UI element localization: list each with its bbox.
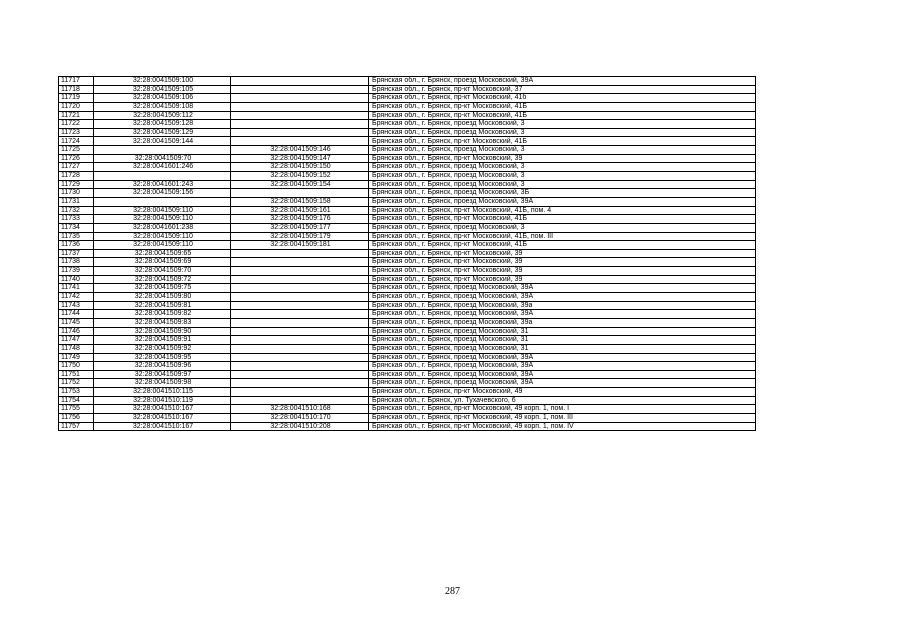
address-cell: Брянская обл., г. Брянск, пр-кт Московский, 41Б, пом. 4: [369, 206, 756, 215]
table-row: [59, 146, 756, 155]
table-row: [59, 284, 756, 293]
address-cell: Брянская обл., г. Брянск, пр-кт Московский, 39: [369, 267, 756, 276]
cadastral-number-cell: 32:28:0041509:106: [94, 94, 231, 103]
row-number-cell: 11731: [59, 197, 94, 206]
linked-cadastral-number-cell: [231, 370, 369, 379]
row-number-cell: 11725: [59, 146, 94, 155]
row-number-cell: 11740: [59, 275, 94, 284]
row-number-cell: 11735: [59, 232, 94, 241]
linked-cadastral-number-cell: [231, 249, 369, 258]
address-cell: Брянская обл., г. Брянск, ул. Тухачевского, 6: [369, 396, 756, 405]
row-number-cell: 11724: [59, 137, 94, 146]
table-row: [59, 111, 756, 120]
cadastral-number-cell: 32:28:0041509:156: [94, 189, 231, 198]
row-number-cell: 11726: [59, 154, 94, 163]
cadastral-number-cell: 32:28:0041509:81: [94, 301, 231, 310]
linked-cadastral-number-cell: [231, 388, 369, 397]
linked-cadastral-number-cell: [231, 318, 369, 327]
row-number-cell: 11728: [59, 172, 94, 181]
cadastral-number-cell: 32:28:0041509:82: [94, 310, 231, 319]
table-row: [59, 249, 756, 258]
row-number-cell: 11756: [59, 413, 94, 422]
cadastral-number-cell: 32:28:0041510:167: [94, 413, 231, 422]
cadastral-number-cell: 32:28:0041509:110: [94, 215, 231, 224]
linked-cadastral-number-cell: [231, 120, 369, 129]
linked-cadastral-number-cell: [231, 344, 369, 353]
linked-cadastral-number-cell: 32:28:0041509:181: [231, 241, 369, 250]
cadastral-number-cell: 32:28:0041509:144: [94, 137, 231, 146]
page-number: 287: [445, 586, 460, 597]
table-row: [59, 258, 756, 267]
linked-cadastral-number-cell: 32:28:0041509:177: [231, 223, 369, 232]
row-number-cell: 11730: [59, 189, 94, 198]
linked-cadastral-number-cell: 32:28:0041509:147: [231, 154, 369, 163]
table-row: [59, 223, 756, 232]
cadastral-number-cell: 32:28:0041509:100: [94, 77, 231, 86]
address-cell: Брянская обл., г. Брянск, проезд Московский, 3: [369, 120, 756, 129]
row-number-cell: 11722: [59, 120, 94, 129]
table-row: [59, 154, 756, 163]
table-row: [59, 422, 756, 431]
address-cell: Брянская обл., г. Брянск, пр-кт Московский, 41Б, пом. III: [369, 232, 756, 241]
table-row: [59, 405, 756, 414]
row-number-cell: 11736: [59, 241, 94, 250]
row-number-cell: 11729: [59, 180, 94, 189]
linked-cadastral-number-cell: 32:28:0041509:146: [231, 146, 369, 155]
address-cell: Брянская обл., г. Брянск, проезд Московский, 39А: [369, 370, 756, 379]
row-number-cell: 11753: [59, 388, 94, 397]
table-row: [59, 232, 756, 241]
linked-cadastral-number-cell: [231, 102, 369, 111]
linked-cadastral-number-cell: [231, 128, 369, 137]
row-number-cell: 11719: [59, 94, 94, 103]
row-number-cell: 11746: [59, 327, 94, 336]
cadastral-number-cell: 32:28:0041509:128: [94, 120, 231, 129]
table-row: [59, 336, 756, 345]
address-cell: Брянская обл., г. Брянск, проезд Московский, 3: [369, 223, 756, 232]
address-cell: Брянская обл., г. Брянск, пр-кт Московский, 41Б: [369, 137, 756, 146]
cadastral-number-cell: 32:28:0041509:70: [94, 154, 231, 163]
address-cell: Брянская обл., г. Брянск, проезд Московский, 3Б: [369, 189, 756, 198]
address-cell: Брянская обл., г. Брянск, пр-кт Московский, 41б: [369, 94, 756, 103]
cadastral-number-cell: 32:28:0041601:238: [94, 223, 231, 232]
table-row: [59, 275, 756, 284]
table-row: [59, 215, 756, 224]
row-number-cell: 11741: [59, 284, 94, 293]
row-number-cell: 11748: [59, 344, 94, 353]
table-row: [59, 318, 756, 327]
table-row: [59, 180, 756, 189]
cadastral-number-cell: 32:28:0041509:91: [94, 336, 231, 345]
linked-cadastral-number-cell: 32:28:0041509:179: [231, 232, 369, 241]
linked-cadastral-number-cell: [231, 327, 369, 336]
cadastral-number-cell: 32:28:0041510:167: [94, 405, 231, 414]
address-cell: Брянская обл., г. Брянск, пр-кт Московский, 49 корп. 1, пом. I: [369, 405, 756, 414]
row-number-cell: 11718: [59, 85, 94, 94]
cadastral-number-cell: 32:28:0041509:98: [94, 379, 231, 388]
linked-cadastral-number-cell: [231, 284, 369, 293]
cadastral-number-cell: 32:28:0041509:75: [94, 284, 231, 293]
table-row: [59, 370, 756, 379]
row-number-cell: 11732: [59, 206, 94, 215]
row-number-cell: 11721: [59, 111, 94, 120]
address-cell: Брянская обл., г. Брянск, пр-кт Московский, 41Б: [369, 241, 756, 250]
table-row: [59, 128, 756, 137]
table-row: [59, 388, 756, 397]
table-row: [59, 396, 756, 405]
address-cell: Брянская обл., г. Брянск, проезд Московский, 3: [369, 180, 756, 189]
linked-cadastral-number-cell: 32:28:0041509:152: [231, 172, 369, 181]
cadastral-number-cell: 32:28:0041510:119: [94, 396, 231, 405]
linked-cadastral-number-cell: [231, 275, 369, 284]
row-number-cell: 11720: [59, 102, 94, 111]
row-number-cell: 11723: [59, 128, 94, 137]
cadastral-number-cell: [94, 172, 231, 181]
address-cell: Брянская обл., г. Брянск, пр-кт Московский, 49: [369, 388, 756, 397]
address-cell: Брянская обл., г. Брянск, проезд Московский, 39а: [369, 301, 756, 310]
table-row: [59, 293, 756, 302]
table-row: [59, 379, 756, 388]
row-number-cell: 11751: [59, 370, 94, 379]
cadastral-number-cell: 32:28:0041509:72: [94, 275, 231, 284]
cadastral-number-cell: 32:28:0041509:110: [94, 206, 231, 215]
table-row: [59, 85, 756, 94]
cadastral-number-cell: 32:28:0041509:108: [94, 102, 231, 111]
table-row: [59, 362, 756, 371]
table-row: [59, 94, 756, 103]
table-row: [59, 120, 756, 129]
linked-cadastral-number-cell: [231, 336, 369, 345]
linked-cadastral-number-cell: 32:28:0041510:168: [231, 405, 369, 414]
cadastral-number-cell: 32:28:0041509:65: [94, 249, 231, 258]
linked-cadastral-number-cell: [231, 85, 369, 94]
cadastral-number-cell: [94, 197, 231, 206]
linked-cadastral-number-cell: [231, 258, 369, 267]
linked-cadastral-number-cell: [231, 267, 369, 276]
cadastral-number-cell: 32:28:0041509:83: [94, 318, 231, 327]
address-cell: Брянская обл., г. Брянск, проезд Московский, 39А: [369, 77, 756, 86]
row-number-cell: 11734: [59, 223, 94, 232]
row-number-cell: 11747: [59, 336, 94, 345]
address-cell: Брянская обл., г. Брянск, проезд Московский, 31: [369, 336, 756, 345]
linked-cadastral-number-cell: [231, 77, 369, 86]
cadastral-number-cell: 32:28:0041509:70: [94, 267, 231, 276]
table-body: [59, 77, 756, 431]
linked-cadastral-number-cell: 32:28:0041510:170: [231, 413, 369, 422]
address-cell: Брянская обл., г. Брянск, пр-кт Московский, 49 корп. 1, пом. IV: [369, 422, 756, 431]
row-number-cell: 11738: [59, 258, 94, 267]
linked-cadastral-number-cell: [231, 353, 369, 362]
address-cell: Брянская обл., г. Брянск, проезд Московский, 39А: [369, 379, 756, 388]
table-row: [59, 189, 756, 198]
address-cell: Брянская обл., г. Брянск, проезд Московский, 39А: [369, 362, 756, 371]
linked-cadastral-number-cell: 32:28:0041509:176: [231, 215, 369, 224]
cadastral-number-cell: 32:28:0041509:95: [94, 353, 231, 362]
table-row: [59, 137, 756, 146]
row-number-cell: 11750: [59, 362, 94, 371]
linked-cadastral-number-cell: [231, 362, 369, 371]
row-number-cell: 11744: [59, 310, 94, 319]
linked-cadastral-number-cell: [231, 293, 369, 302]
address-cell: Брянская обл., г. Брянск, проезд Московский, 31: [369, 344, 756, 353]
linked-cadastral-number-cell: [231, 137, 369, 146]
address-cell: Брянская обл., г. Брянск, проезд Московский, 39а: [369, 318, 756, 327]
cadastral-number-cell: 32:28:0041509:69: [94, 258, 231, 267]
cadastral-number-cell: 32:28:0041509:80: [94, 293, 231, 302]
address-cell: Брянская обл., г. Брянск, проезд Московский, 39А: [369, 353, 756, 362]
address-cell: Брянская обл., г. Брянск, проезд Московский, 31: [369, 327, 756, 336]
address-cell: Брянская обл., г. Брянск, пр-кт Московский, 37: [369, 85, 756, 94]
linked-cadastral-number-cell: [231, 301, 369, 310]
cadastral-number-cell: [94, 146, 231, 155]
cadastral-number-cell: 32:28:0041601:246: [94, 163, 231, 172]
address-cell: Брянская обл., г. Брянск, пр-кт Московский, 41Б: [369, 215, 756, 224]
table-row: [59, 163, 756, 172]
row-number-cell: 11757: [59, 422, 94, 431]
cadastral-number-cell: 32:28:0041601:243: [94, 180, 231, 189]
address-cell: Брянская обл., г. Брянск, проезд Московский, 39А: [369, 310, 756, 319]
linked-cadastral-number-cell: [231, 94, 369, 103]
table-row: [59, 102, 756, 111]
linked-cadastral-number-cell: 32:28:0041509:158: [231, 197, 369, 206]
table-row: [59, 206, 756, 215]
row-number-cell: 11717: [59, 77, 94, 86]
table-row: [59, 172, 756, 181]
table-row: [59, 241, 756, 250]
table-row: [59, 197, 756, 206]
table-row: [59, 413, 756, 422]
linked-cadastral-number-cell: [231, 379, 369, 388]
linked-cadastral-number-cell: [231, 189, 369, 198]
row-number-cell: 11733: [59, 215, 94, 224]
cadastral-number-cell: 32:28:0041509:90: [94, 327, 231, 336]
table-row: [59, 77, 756, 86]
linked-cadastral-number-cell: [231, 310, 369, 319]
cadastral-number-cell: 32:28:0041509:112: [94, 111, 231, 120]
address-cell: Брянская обл., г. Брянск, пр-кт Московский, 41Б: [369, 102, 756, 111]
cadastral-number-cell: 32:28:0041509:110: [94, 232, 231, 241]
address-cell: Брянская обл., г. Брянск, пр-кт Московский, 41Б: [369, 111, 756, 120]
row-number-cell: 11737: [59, 249, 94, 258]
table-row: [59, 267, 756, 276]
cadastral-number-cell: 32:28:0041509:97: [94, 370, 231, 379]
address-cell: Брянская обл., г. Брянск, проезд Московский, 3: [369, 163, 756, 172]
linked-cadastral-number-cell: [231, 396, 369, 405]
row-number-cell: 11739: [59, 267, 94, 276]
address-cell: Брянская обл., г. Брянск, проезд Московский, 3: [369, 146, 756, 155]
cadastral-table: [58, 76, 756, 431]
row-number-cell: 11752: [59, 379, 94, 388]
row-number-cell: 11742: [59, 293, 94, 302]
address-cell: Брянская обл., г. Брянск, проезд Московский, 3: [369, 128, 756, 137]
cadastral-number-cell: 32:28:0041509:92: [94, 344, 231, 353]
row-number-cell: 11749: [59, 353, 94, 362]
linked-cadastral-number-cell: 32:28:0041509:150: [231, 163, 369, 172]
address-cell: Брянская обл., г. Брянск, пр-кт Московский, 39: [369, 275, 756, 284]
row-number-cell: 11755: [59, 405, 94, 414]
address-cell: Брянская обл., г. Брянск, проезд Московский, 3: [369, 172, 756, 181]
cadastral-number-cell: 32:28:0041510:115: [94, 388, 231, 397]
cadastral-number-cell: 32:28:0041510:167: [94, 422, 231, 431]
table-row: [59, 327, 756, 336]
linked-cadastral-number-cell: 32:28:0041509:154: [231, 180, 369, 189]
address-cell: Брянская обл., г. Брянск, проезд Московский, 39А: [369, 284, 756, 293]
address-cell: Брянская обл., г. Брянск, проезд Московский, 39А: [369, 293, 756, 302]
address-cell: Брянская обл., г. Брянск, пр-кт Московский, 39: [369, 154, 756, 163]
table-row: [59, 301, 756, 310]
table-row: [59, 310, 756, 319]
table-row: [59, 353, 756, 362]
address-cell: Брянская обл., г. Брянск, пр-кт Московский, 39: [369, 258, 756, 267]
linked-cadastral-number-cell: [231, 111, 369, 120]
linked-cadastral-number-cell: 32:28:0041509:161: [231, 206, 369, 215]
cadastral-number-cell: 32:28:0041509:110: [94, 241, 231, 250]
row-number-cell: 11745: [59, 318, 94, 327]
row-number-cell: 11743: [59, 301, 94, 310]
address-cell: Брянская обл., г. Брянск, проезд Московский, 39А: [369, 197, 756, 206]
row-number-cell: 11727: [59, 163, 94, 172]
cadastral-number-cell: 32:28:0041509:105: [94, 85, 231, 94]
linked-cadastral-number-cell: 32:28:0041510:208: [231, 422, 369, 431]
table-row: [59, 344, 756, 353]
cadastral-number-cell: 32:28:0041509:129: [94, 128, 231, 137]
address-cell: Брянская обл., г. Брянск, пр-кт Московский, 39: [369, 249, 756, 258]
address-cell: Брянская обл., г. Брянск, пр-кт Московский, 49 корп. 1, пом. III: [369, 413, 756, 422]
row-number-cell: 11754: [59, 396, 94, 405]
cadastral-number-cell: 32:28:0041509:96: [94, 362, 231, 371]
